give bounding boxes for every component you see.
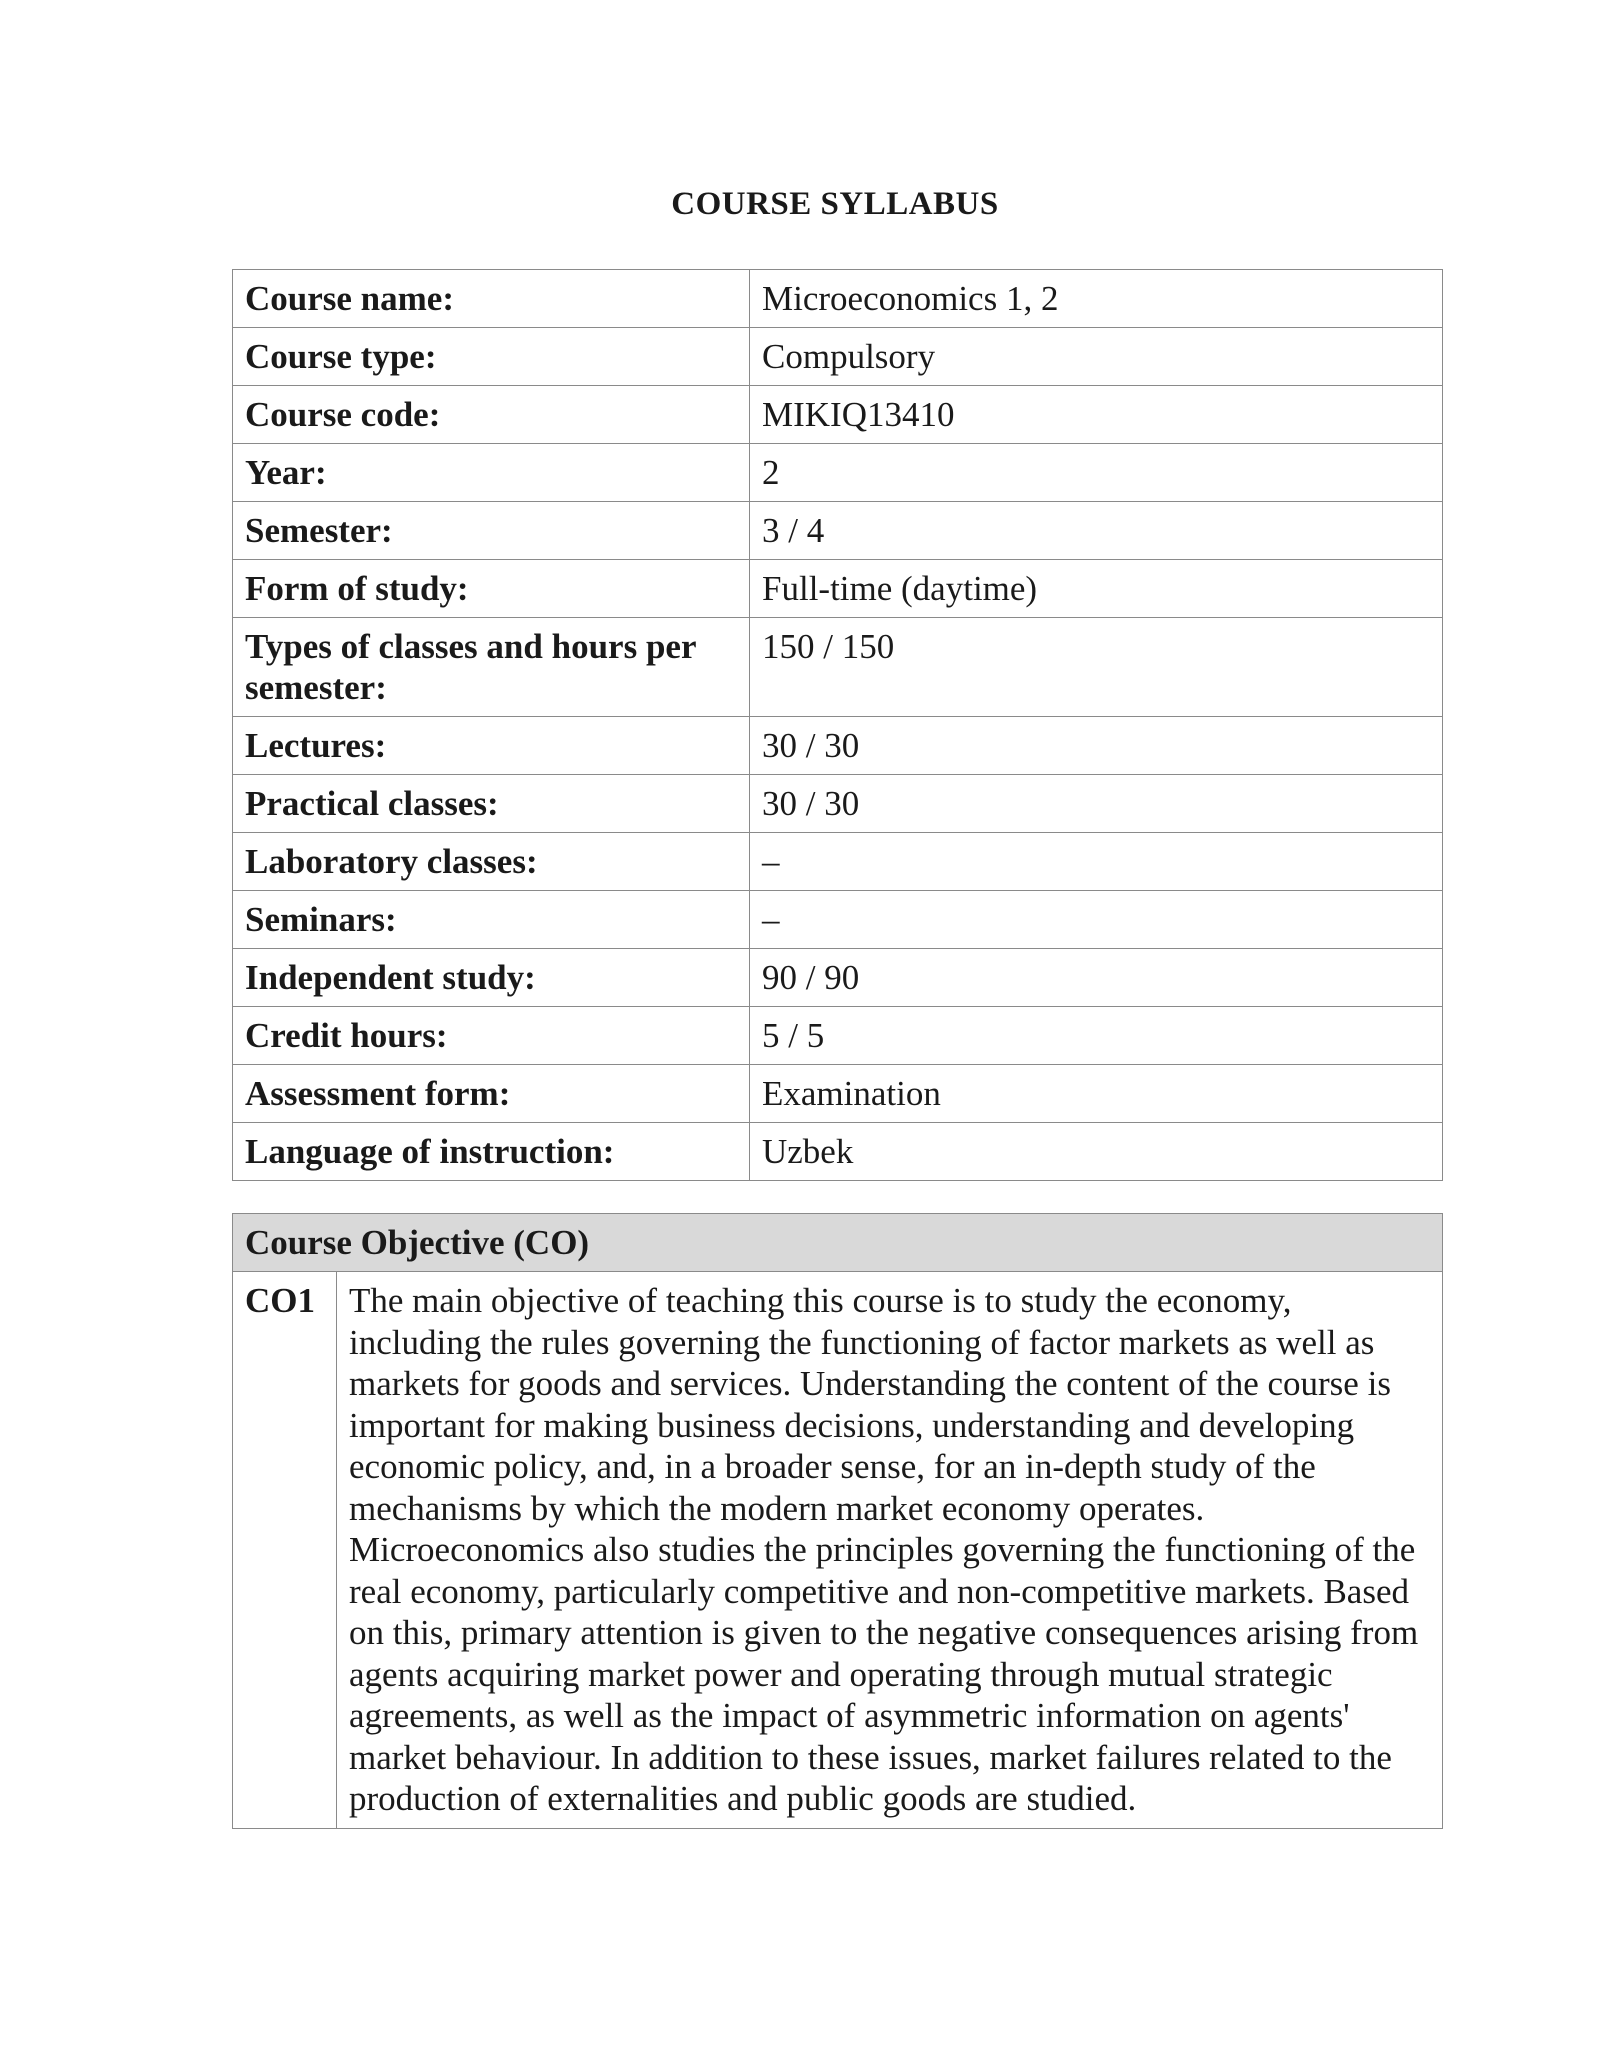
row-value: 2 [750,444,1443,502]
table-row [233,328,1443,386]
row-value: 150 / 150 [750,618,1443,717]
table-row [233,560,1443,618]
table-row [233,775,1443,833]
row-label: Form of study: [233,560,750,618]
row-label: Semester: [233,502,750,560]
course-objective-table [232,1213,1443,1829]
row-value: – [750,891,1443,949]
table-header-row [233,1214,1443,1272]
row-label: Laboratory classes: [233,833,750,891]
row-value: 5 / 5 [750,1007,1443,1065]
table-row [233,444,1443,502]
row-value: Microeconomics 1, 2 [750,270,1443,328]
row-label: Assessment form: [233,1065,750,1123]
table-row [233,1272,1443,1829]
table-row [233,618,1443,717]
row-label: Course name: [233,270,750,328]
row-label: Types of classes and hours per semester: [233,618,750,717]
course-objective-header: Course Objective (CO) [233,1214,1443,1272]
table-row [233,717,1443,775]
row-label: Seminars: [233,891,750,949]
document-title: COURSE SYLLABUS [671,186,999,222]
row-value: 3 / 4 [750,502,1443,560]
row-label: Practical classes: [233,775,750,833]
table-row [233,1007,1443,1065]
row-value: – [750,833,1443,891]
row-label: Credit hours: [233,1007,750,1065]
row-label: Independent study: [233,949,750,1007]
row-label: Course code: [233,386,750,444]
row-value: Examination [750,1065,1443,1123]
objective-code: CO1 [233,1272,337,1829]
table-row [233,833,1443,891]
objective-text: The main objective of teaching this course is to study the economy, including the rules governing the functioning of factor markets as well as markets for goods and services. Understanding the content of the course is important for making business decisions, understanding and developing economic policy, and, in a broader sense, for an in-depth study of the mechanisms by which the modern market economy operates. Microeconomics also studies the principles governing the functioning of the real economy, particularly competitive and non-competitive markets. Based on this, primary attention is given to the negative consequences arising from agents acquiring market power and operating through mutual strategic agreements, as well as the impact of asymmetric information on agents' market behaviour. In addition to these issues, market failures related to the production of externalities and public goods are studied. [337,1272,1443,1829]
row-value: 30 / 30 [750,775,1443,833]
table-row [233,949,1443,1007]
row-value: 90 / 90 [750,949,1443,1007]
row-value: Compulsory [750,328,1443,386]
table-row [233,1065,1443,1123]
table-row [233,386,1443,444]
row-label: Course type: [233,328,750,386]
table-row [233,502,1443,560]
row-label: Lectures: [233,717,750,775]
table-row [233,891,1443,949]
row-value: Full-time (daytime) [750,560,1443,618]
row-value: Uzbek [750,1123,1443,1181]
table-row [233,270,1443,328]
row-value: MIKIQ13410 [750,386,1443,444]
row-label: Year: [233,444,750,502]
course-info-table [232,269,1443,1181]
table-row [233,1123,1443,1181]
row-label: Language of instruction: [233,1123,750,1181]
row-value: 30 / 30 [750,717,1443,775]
